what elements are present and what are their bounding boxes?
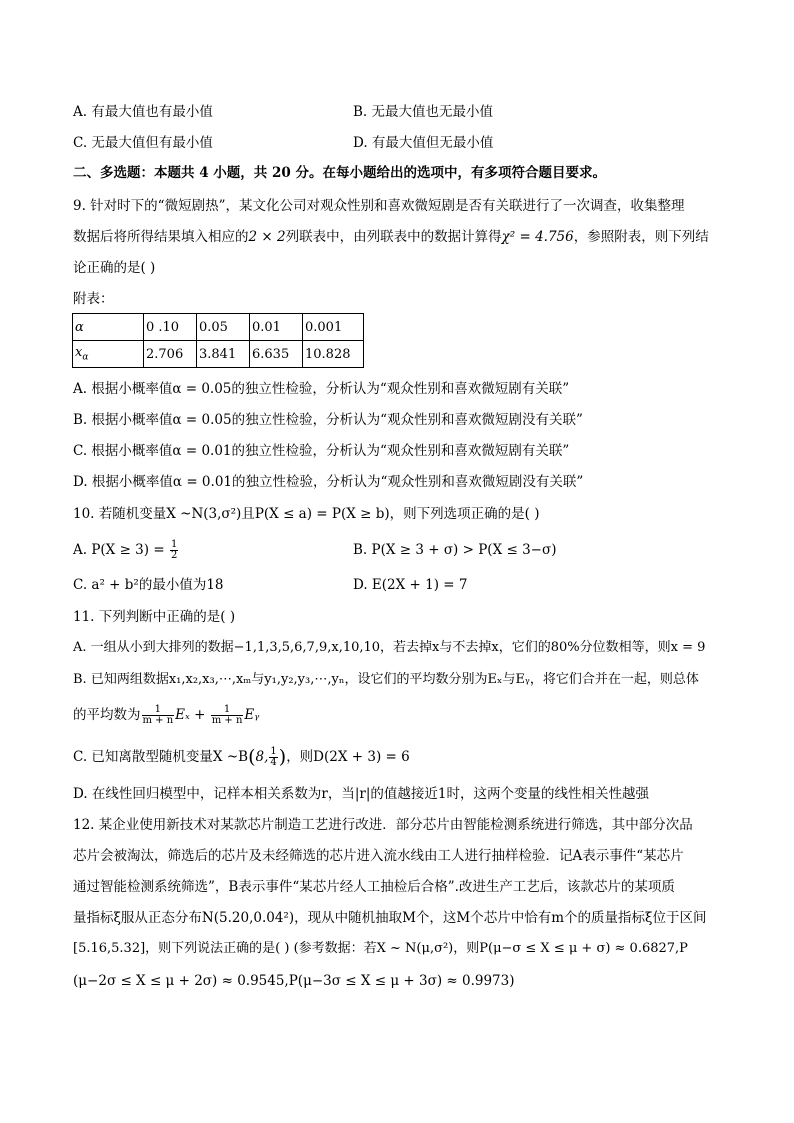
q11-stem: 11. 下列判断中正确的是( )	[73, 609, 236, 625]
q11-c-args: 8,	[255, 749, 269, 765]
table-row	[73, 314, 364, 341]
q9-line2-math2: χ² = 4.756	[501, 229, 574, 245]
q9-option-a: A. 根据小概率值α = 0.05的独立性检验，分析认为“观众性别和喜欢微短剧有关联”	[73, 381, 570, 397]
table-cell: 6.635	[250, 341, 303, 368]
table-cell: 0.05	[197, 314, 250, 341]
table-cell: 0.01	[250, 314, 303, 341]
q9-stem-line3: 论正确的是( )	[73, 260, 156, 276]
table-cell: α	[73, 314, 144, 341]
q11-c-pre: C. 已知离散型随机变量X ~B	[73, 749, 249, 765]
q11-b-pre: 的平均数为	[73, 707, 141, 723]
q9-line2-mid: 列联表中，由列联表中的数据计算得	[285, 229, 502, 245]
q9-option-c: C. 根据小概率值α = 0.01的独立性检验，分析认为“观众性别和喜欢微短剧有关联”	[73, 443, 570, 459]
q8-option-c: C. 无最大值但有最小值	[73, 135, 213, 151]
table-cell: 10.828	[303, 341, 364, 368]
fraction-denominator: m + n	[142, 715, 174, 726]
q11-option-b-line1: B. 已知两组数据x₁,x₂,x₃,⋯,xₘ与y₁,y₂,y₃,⋯,yₙ，设它们的平均数分别为Eₓ与Eᵧ，将它们合并在一起，则总体	[73, 672, 699, 687]
fraction-numerator: 1	[170, 539, 178, 550]
fraction	[170, 540, 178, 561]
q10-option-c: C. a² + b²的最小值为18	[73, 577, 224, 593]
fraction-numerator: 1	[142, 705, 175, 716]
table-cell: 2.706	[144, 341, 197, 368]
q11-option-b-line2	[73, 705, 259, 726]
q11-b-term2: Eᵧ	[244, 707, 260, 723]
q10-a-text: A. P(X ≥ 3) =	[73, 542, 165, 558]
table-cell	[73, 341, 144, 368]
table-cell: 0.001	[303, 314, 364, 341]
q9-reference-table	[72, 313, 364, 368]
table-row	[73, 341, 364, 368]
q9-line2-pre: 数据后将所得结果填入相应的	[73, 229, 249, 245]
q11-option-a: A. 一组从小到大排列的数据−1,1,3,5,6,7,9,x,10,10，若去掉x与不去掉x，它们的80%分位数相等，则x = 9	[73, 640, 706, 655]
q8-option-a: A. 有最大值也有最小值	[73, 104, 213, 120]
q12-line3: 通过智能检测系统筛选”，B表示事件“某芯片经人工抽检后合格”.改进生产工艺后，该款芯片的某项质	[73, 879, 675, 895]
q12-line1: 12. 某企业使用新技术对某款芯片制造工艺进行改进．部分芯片由智能检测系统进行筛选，其中部分次品	[73, 817, 693, 833]
xa-main: x	[75, 345, 83, 361]
fraction-denominator: 2	[170, 550, 178, 561]
q11-b-term1: Eₓ +	[175, 707, 206, 723]
section-heading: 二、多选题：本题共 4 小题，共 20 分。在每小题给出的选项中，有多项符合题目要求。	[73, 165, 606, 181]
fraction	[142, 705, 175, 726]
q11-option-c: C. 已知离散型随机变量X ~B(8, $\frac{1}{4}$ )，则D(2X + 3) = 6	[73, 746, 410, 768]
table-cell: 3.841	[197, 341, 250, 368]
q12-line5: [5.16,5.32]，则下列说法正确的是( ) (参考数据：若X ~ N(μ,σ²)，则P(μ−σ ≤ X ≤ μ + σ) ≈ 0.6827,P	[73, 941, 688, 956]
q9-stem-line1: 9. 针对时下的“微短剧热”，某文化公司对观众性别和喜欢微短剧是否有关联进行了一次调查，收集整理	[73, 198, 685, 214]
q11-option-d: D. 在线性回归模型中，记样本相关系数为r，当|r|的值越接近1时，这两个变量的线性相关性越强	[73, 786, 650, 802]
fraction	[269, 747, 277, 768]
q9-option-b: B. 根据小概率值α = 0.05的独立性检验，分析认为“观众性别和喜欢微短剧没有关联”	[73, 412, 583, 428]
q10-option-d: D. E(2X + 1) = 7	[353, 577, 468, 593]
q9-stem-line2	[73, 228, 709, 246]
q9-line2-math1: 2 × 2	[248, 229, 286, 245]
q9-line2-post: ，参照附表，则下列结	[573, 229, 709, 245]
table-cell: 0 .10	[144, 314, 197, 341]
fraction-denominator: m + n	[211, 715, 243, 726]
q9-table-caption: 附表：	[73, 291, 114, 307]
q12-line4: 量指标ξ服从正态分布N(5.20,0.04²)，现从中随机抽取M个，这M个芯片中恰有m个的质量指标ξ位于区间	[73, 910, 707, 926]
q10-option-b: B. P(X ≥ 3 + σ) > P(X ≤ 3−σ)	[353, 542, 557, 558]
q9-option-d: D. 根据小概率值α = 0.01的独立性检验，分析认为“观众性别和喜欢微短剧没有关联”	[73, 474, 584, 490]
fraction-numerator: 1	[270, 746, 277, 757]
q8-option-b: B. 无最大值也无最小值	[353, 104, 494, 120]
q11-c-post: ，则D(2X + 3) = 6	[286, 749, 410, 765]
q12-line2: 芯片会被淘汰，筛选后的芯片及未经筛选的芯片进入流水线由工人进行抽样检验．记A表示事件“某芯片	[73, 848, 684, 864]
q10-option-a	[73, 540, 179, 561]
q12-line6: (μ−2σ ≤ X ≤ μ + 2σ) ≈ 0.9545,P(μ−3σ ≤ X ≤ μ + 3σ) ≈ 0.9973)	[73, 973, 515, 989]
xa-sub: α	[82, 352, 89, 363]
q8-option-d: D. 有最大值但无最小值	[353, 135, 494, 151]
fraction-denominator: 4	[270, 757, 277, 768]
fraction	[211, 705, 244, 726]
fraction-numerator: 1	[211, 705, 244, 716]
q10-stem: 10. 若随机变量X ~N(3,σ²)且P(X ≤ a) = P(X ≥ b)，则下列选项正确的是( )	[73, 506, 540, 522]
